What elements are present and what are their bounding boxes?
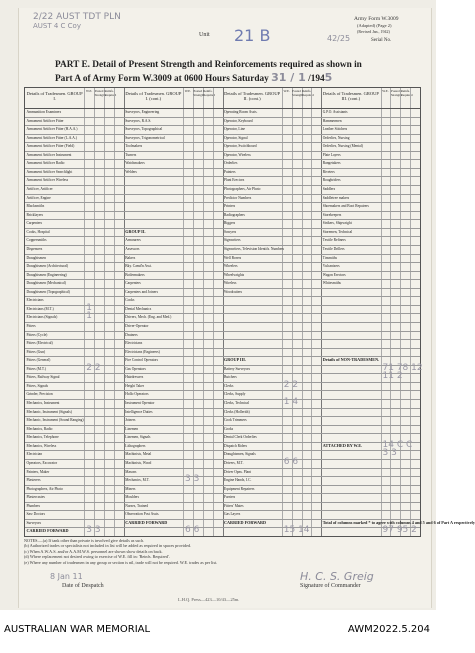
trade-label: Surveyors, R.A.S. [125, 118, 152, 123]
trade-label: Cooks [125, 298, 135, 303]
trade-label: Plastercastes [26, 495, 45, 500]
number-column-divider [400, 88, 401, 536]
signature-of-commander-label: Signature of Commander [300, 583, 361, 589]
trade-label: Armament Artificer Radio [26, 161, 65, 166]
trade-label: Watchmakers [125, 161, 145, 166]
trade-label: Details of NON-TRADESMEN. [322, 357, 380, 363]
trade-label: Clerks [224, 383, 234, 388]
handwritten-count: 3 3 [185, 474, 200, 485]
number-column-divider [282, 88, 283, 536]
row-rule [25, 502, 420, 503]
trade-label: Joiners [125, 418, 136, 423]
trade-label: Photographers, Air Photo [26, 486, 63, 491]
row-rule [25, 288, 420, 289]
trade-label: Farriers [224, 495, 236, 500]
trade-label: Coppersmiths [26, 238, 47, 243]
serial-label: Serial No. [371, 38, 392, 43]
date-of-despatch-label: Date of Despatch [62, 583, 104, 589]
trade-label: Orderlies [224, 161, 238, 166]
trade-label: Linemen, Signals [125, 435, 151, 440]
trade-label: Fitters' Mates [224, 503, 244, 508]
trade-label: Masons [125, 469, 137, 474]
handwritten-count: 1 4 [283, 397, 299, 408]
trade-label: Draughtsmen [26, 255, 46, 260]
trade-label: Painters, Maker [26, 469, 50, 474]
trade-label: Fitters (General) [26, 358, 51, 363]
number-column-divider [84, 88, 85, 536]
trade-label: Machinists, Metal [125, 452, 152, 457]
trade-label: Armament Artificer Fitter (H.A.A.) [26, 127, 78, 132]
trade-label: Equipment Repairers [224, 486, 255, 491]
trade-label: Linemen [125, 426, 139, 431]
trade-label: Moulders [125, 495, 140, 500]
note-d: (d) Where replacement not desired owing to exercise of W.E. fill in: 'Reinfs. Required'. [24, 554, 170, 560]
trade-label: Wireless [224, 281, 237, 286]
trade-label: Surveyors, Engineering [125, 110, 160, 114]
number-column-divider [94, 88, 95, 536]
trade-label: Bakers [125, 255, 136, 260]
row-rule [25, 425, 420, 426]
trade-label: Operators, Excavator [26, 460, 58, 465]
number-column-divider [183, 88, 184, 536]
trade-label: Armament Artificer Wireless [26, 178, 69, 183]
trade-label: Driver Opns. Plant [224, 469, 252, 474]
trade-label: Plate Layers [322, 152, 341, 157]
handwritten-count: 97 95 2 [382, 525, 417, 536]
handwritten-count: 3 3 [382, 448, 397, 459]
trade-label: Shoemakers and Boot Repairers [322, 204, 369, 209]
trade-label: Storemen, Technical [322, 229, 353, 234]
trade-label: Operator, Switchboard [224, 144, 257, 149]
handwritten-unit-line-2: AUST 4 C Coy [33, 22, 81, 30]
row-rule [25, 408, 420, 409]
trade-label: Armourers [125, 238, 141, 243]
trade-label: CARRIED FORWARD [224, 519, 267, 525]
number-column-divider [203, 88, 204, 536]
handwritten-count: 6 6 [283, 456, 299, 467]
trade-label: Riggers [224, 221, 236, 226]
number-column-divider [390, 88, 391, 536]
trade-label: Orderlies, Nursing [322, 135, 350, 140]
trade-label: Mechanic, Instrument (Sound Ranging) [26, 418, 84, 423]
handwritten-serial: 42/25 [327, 34, 351, 43]
form-number: Army Form W.3009 [354, 16, 399, 22]
group-header: Details of Tradesmen. GROUP II. (cont.) [224, 91, 281, 101]
row-rule [25, 416, 420, 417]
trade-label: Mechanics, Wireless [26, 443, 57, 448]
trade-label: Saddlers [322, 187, 336, 192]
trade-label: Well Borers [224, 255, 242, 260]
trade-label: Armament Artificer Fitter (Field) [26, 144, 75, 149]
handwritten-unit-number: 21 B [234, 26, 271, 45]
note-c: (c) When A.W.A.S. and/or A.A.M.W.S. personnel are shown show details on back. [24, 548, 163, 554]
row-rule [25, 339, 420, 340]
handwritten-unit-line-1: 2/22 AUST TDT PLN [33, 12, 121, 22]
number-column-divider [311, 88, 312, 536]
trade-label: Textile Refiners [322, 238, 346, 243]
number-column-divider [302, 88, 303, 536]
trade-label: Draughtsmen, Signals [224, 452, 256, 457]
trade-label: Armament Artificer Fitter (L.A.A.) [26, 135, 77, 140]
group-header: Details of Tradesmen. GROUP I. (cont.) [125, 91, 182, 101]
trade-label: Assessors [125, 246, 140, 251]
trade-label: Saddletree makers [322, 195, 350, 200]
trade-label: Intelligence Duties [125, 409, 153, 414]
row-rule [25, 305, 420, 306]
trade-label: Lithographers [125, 443, 146, 448]
trade-label: GROUP II. [125, 228, 146, 234]
trade-label: Dental Clerk Orderlies [224, 435, 257, 440]
note-a: NOTES.—(a) If tank other than private is involved give details as such. [24, 538, 145, 543]
trade-label: Machinists, Wood [125, 460, 152, 465]
trade-label: Electricians (Signals) [26, 315, 58, 320]
trade-label: Miners [125, 486, 136, 491]
trade-label: Signwriters [224, 238, 241, 243]
trade-label: GROUP III. [224, 357, 246, 363]
trade-label: Artificer, Artificer [26, 187, 53, 192]
trade-label: Welders [125, 169, 137, 174]
trade-label: Operator, Wireless [224, 152, 251, 157]
form-revised: (Revised Jan., 1942) [357, 29, 390, 34]
trade-label: Mechanic, Instrument (Signals) [26, 409, 72, 414]
trade-label: Wheelers [224, 264, 238, 269]
trade-label: Roughriders [322, 178, 341, 183]
trade-label: Bricklayers [26, 212, 44, 217]
trade-label: G.P.O. Assistants [322, 110, 348, 114]
number-column-divider [104, 88, 105, 536]
trade-label: Plasterers [26, 478, 41, 483]
number-column-divider [292, 88, 293, 536]
trade-label: ATTACHED BY W.E. [322, 442, 363, 448]
trade-label: Hollo Operators [125, 392, 149, 397]
handwritten-count: 2 2 [283, 379, 299, 390]
trade-label: Mechanics, Telephone [26, 435, 59, 440]
row-rule [25, 510, 420, 511]
trade-label: Tinsmiths [322, 255, 338, 260]
number-column-divider [213, 88, 214, 536]
trade-label: Electricians [125, 341, 143, 346]
strength-table [24, 87, 475, 537]
trade-label: Nurses, Trained [125, 503, 149, 508]
sub-header: Posted Strength [94, 89, 106, 97]
row-rule [25, 468, 420, 469]
trade-label: Fitters (M.T.) [26, 366, 46, 371]
row-rule [25, 433, 420, 434]
trade-label: Operator, Keyboard [224, 118, 253, 123]
trade-label: Saw Doctors [26, 512, 45, 517]
handwritten-count: 11 2 [382, 371, 403, 382]
trade-label: Fitters (Cycle) [26, 332, 48, 337]
form-notes [24, 538, 217, 565]
trade-label: Fitters (Electrical) [26, 341, 53, 346]
unit-label: Unit [199, 32, 210, 38]
year-prefix: /194 [308, 74, 325, 84]
trade-label: Fitters, Railway Signal [26, 375, 60, 380]
trade-label: Dental Mechanics [125, 306, 152, 311]
trade-label: Total of columns marked * to agree with columns 4 and 5 and 6 of Part A respectively [322, 519, 475, 525]
trade-label: CARRIED FORWARD [125, 519, 168, 525]
row-rule [25, 476, 420, 477]
trade-label: Cooks [224, 426, 234, 431]
handwritten-count: 1 [86, 302, 92, 313]
trade-label: Fire Control Operators [125, 358, 158, 363]
row-rule [25, 527, 420, 528]
trade-label: Turners [125, 152, 137, 157]
title-line-2-text: Part A of Army Form W.3009 at 0600 Hours Saturday [55, 74, 269, 84]
row-rule [25, 296, 420, 297]
trade-label: Battery Surveyors [224, 366, 251, 371]
group-header: Details of Tradesmen. GROUP III. (cont.) [322, 91, 379, 101]
trade-label: Armament Artificer Fitter [26, 118, 64, 123]
trade-label: Surveyors, Trigonometrical [125, 135, 165, 140]
trade-label: Vulcanizers [322, 264, 340, 269]
group-header: Details of Tradesmen. GROUP I. [26, 91, 83, 101]
trade-label: Observation Post Assts. [125, 512, 160, 517]
archive-footer [0, 610, 436, 653]
sub-header: Posted Strength [193, 89, 205, 97]
form-title-line-1: PART E. Detail of Present Strength and Reinforcements required as shown in [55, 60, 362, 70]
trade-label: Fitters, Signals [26, 383, 49, 388]
trade-label: Instrument Operator [125, 401, 155, 406]
sub-header: Reinfs. Required [104, 89, 117, 97]
trade-label: Clerks (Hollerith) [224, 409, 250, 414]
trade-label: Fitters [26, 324, 36, 328]
trade-label: Bky. Camd'n Asst. [125, 264, 152, 269]
handwritten-count: 6 6 [185, 525, 200, 536]
trade-label: Textile Drillers [322, 246, 345, 251]
trade-label: Radiographers [224, 212, 245, 217]
trade-label: Carpenters [26, 221, 43, 226]
sub-header: W.E. [382, 89, 389, 93]
handwritten-date: 31 / 1 [271, 71, 306, 84]
row-rule [25, 493, 420, 494]
trade-label: Photographers, Air Photo [224, 187, 261, 192]
trade-label: Carpenters and Joiners [125, 289, 158, 294]
trade-label: Boilermakers [125, 272, 145, 277]
trade-label: Artificer, Engine [26, 195, 51, 200]
sub-header: Reinfs. Required [400, 89, 413, 97]
number-column-divider [381, 88, 382, 536]
trade-label: Draughtsmen (Mechanical) [26, 281, 66, 286]
handwritten-count: 3 3 [86, 525, 101, 536]
trade-label: Ammunition Examiners [26, 110, 62, 114]
trade-label: Dispatch Riders [224, 443, 248, 448]
trade-label: Dispensers [26, 246, 43, 251]
trade-label: Hammermen [322, 118, 342, 123]
handwritten-count: 2 2 [86, 362, 101, 373]
trade-label: Printers [224, 204, 236, 209]
handwritten-year: 5 [324, 71, 333, 84]
sub-header: W.E. [184, 89, 192, 93]
note-e: (e) Where any number of tradesmen in any group or section is nil, trade will not be required. W.E. trades as per list. [24, 559, 218, 565]
trade-label: Drivers, Mech. (Eng. and Med.) [125, 315, 172, 320]
note-b: (b) Authorized trades or specialists not included in list will be added as required in spaces provided. [24, 543, 192, 549]
row-rule [25, 485, 420, 486]
trade-label: CARRIED FORWARD [26, 528, 69, 534]
handwritten-count: 15 14 [283, 525, 310, 536]
trade-label: Clerks, Technical [224, 401, 250, 406]
trade-label: Whitesmiths [322, 281, 341, 286]
row-rule [25, 399, 420, 400]
trade-label: Operator, Signal [224, 135, 248, 140]
trade-label: Electricians [26, 298, 44, 303]
row-rule [25, 450, 420, 451]
trade-label: Blacksmiths [26, 204, 45, 209]
trade-label: Signwriters, Television Identifs. Numbers [224, 246, 285, 251]
handwritten-count: 71 78 12 [382, 362, 423, 373]
trade-label: Carpenters [125, 281, 141, 286]
trade-label: Mechanics, Radio [26, 426, 53, 431]
archive-name: AUSTRALIAN WAR MEMORIAL [4, 624, 151, 635]
trade-label: Rangetakers [322, 161, 341, 166]
trade-label: Hairdressers [125, 375, 144, 380]
trade-label: Storekeepers [322, 212, 342, 217]
trade-label: Clerks, Supply [224, 392, 246, 397]
sub-header: Reinfs. Required [302, 89, 314, 97]
trade-label: Height Taker [125, 383, 144, 388]
trade-label: Engine Hands, I.C. [224, 478, 252, 483]
archive-accession-number: AWM2022.5.204 [347, 624, 430, 635]
trade-label: Grinder, Precision [26, 392, 53, 397]
trade-label: Mechanics, M.T. [125, 478, 150, 483]
trade-label: Electricians (M.T.) [26, 306, 54, 311]
row-rule [25, 331, 420, 332]
handwritten-count: 14 C C [382, 439, 413, 450]
trade-label: Driver-Operator [125, 324, 149, 328]
trade-label: Plant Erectors [224, 178, 245, 183]
trade-label: Operating Room Assts. [224, 110, 258, 114]
row-rule [25, 313, 420, 314]
row-rule [25, 459, 420, 460]
trade-label: Operator, Line [224, 127, 246, 132]
number-column-divider [193, 88, 194, 536]
row-rule [25, 390, 420, 391]
row-rule [25, 365, 420, 366]
sub-header: W.E. [86, 89, 93, 93]
trade-label: Wheelwrights [224, 272, 245, 277]
trade-label: Draughtsmen (Engineering) [26, 272, 67, 277]
trade-label: Toolmakers [125, 144, 143, 149]
trade-label: Gas Layers [224, 512, 241, 517]
number-column-divider [114, 88, 115, 536]
printer-line: L.H.Q. Press—423—10/43—25m. [178, 597, 240, 602]
handwritten-despatch-date: 8 Jan 11 [50, 572, 83, 581]
row-rule [25, 322, 420, 323]
trade-label: Woodcutters [224, 289, 243, 294]
sub-header: Reinfs. Required [203, 89, 215, 97]
trade-label: Riveters [322, 169, 335, 174]
number-column-divider [410, 88, 411, 536]
row-rule [25, 382, 420, 383]
trade-label: Orderlies, Nursing (Mental) [322, 144, 363, 149]
trade-label: Predictor Numbers [224, 195, 252, 200]
trade-label: Surveyors [26, 520, 42, 525]
trade-label: Leather Stitchers [322, 127, 348, 132]
trade-label: Butchers [224, 375, 237, 380]
trade-label: Armament Artificer Searchlight [26, 169, 73, 174]
row-rule [25, 373, 420, 374]
sub-header: W.E. [283, 89, 290, 93]
trade-label: Draughtsmen (Architectural) [26, 264, 69, 269]
trade-label: Armament Artificer Instrument [26, 152, 72, 157]
trade-label: Gas Operators [125, 366, 146, 371]
trade-label: Surveyors, Topographical [125, 127, 163, 132]
form-title-line-2 [55, 71, 332, 84]
trade-label: Fitters (Gun) [26, 349, 46, 354]
trade-label: Plumbers [26, 503, 41, 508]
trade-label: Drainers [125, 332, 138, 337]
trade-label: Electrician [26, 452, 43, 457]
sub-header: Posted Strength [292, 89, 303, 97]
trade-label: Drivers, M.T. [224, 460, 244, 465]
trade-label: Cook Trimmers [224, 418, 247, 423]
trade-label: Electricians (Engineers) [125, 349, 160, 354]
handwritten-signature: H. C. S. Greig [300, 570, 374, 583]
sub-header: Posted Strength [390, 89, 402, 97]
trade-label: Draughtsmen (Topographical) [26, 289, 70, 294]
trade-label: Cooks, Hospital [26, 229, 50, 234]
form-adapted: (Adapted) (Page 2) [357, 23, 392, 28]
row-rule [25, 348, 420, 349]
handwritten-count: 1 [86, 311, 92, 322]
trade-label: Painters [224, 169, 236, 174]
trade-label: Wagon Erectors [322, 272, 346, 277]
trade-label: Mechanics, Instrument [26, 401, 60, 406]
trade-label: Sawyers [224, 229, 237, 234]
trade-label: Strikers, Shipwright [322, 221, 352, 226]
